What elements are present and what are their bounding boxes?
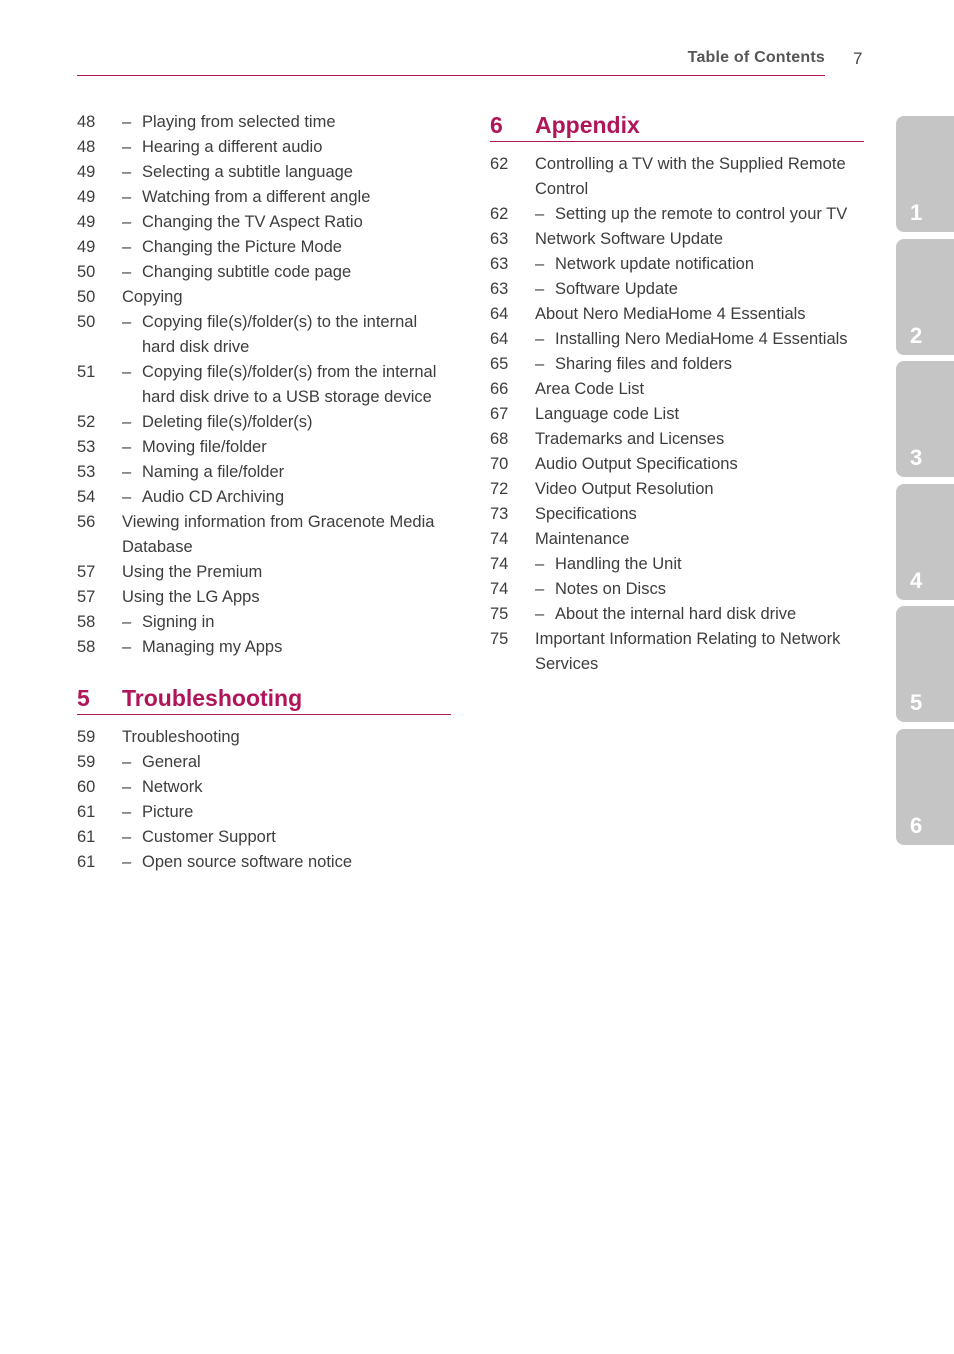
toc-entry[interactable]	[77, 160, 451, 185]
toc-entry[interactable]	[77, 235, 451, 260]
right-column	[490, 112, 864, 677]
toc-entry-title: Video Output Resolution	[535, 480, 714, 498]
toc-entry[interactable]	[77, 360, 451, 410]
toc-page-number: 49	[77, 213, 96, 231]
page-number: 7	[853, 49, 863, 68]
toc-list-section-5	[77, 725, 451, 875]
toc-page-number: 58	[77, 638, 96, 656]
toc-page-number: 72	[490, 480, 509, 498]
left-column	[77, 110, 451, 875]
toc-entry[interactable]	[77, 260, 451, 285]
toc-entry[interactable]	[77, 800, 451, 825]
toc-entry[interactable]	[490, 527, 864, 552]
toc-page-number: 64	[490, 305, 509, 323]
toc-page-number: 48	[77, 113, 96, 131]
chapter-tab-label: 6	[910, 812, 923, 838]
toc-entry[interactable]	[77, 825, 451, 850]
toc-entry-title: – Picture	[122, 800, 451, 825]
toc-list-section-6	[490, 152, 864, 677]
toc-entry[interactable]	[490, 552, 864, 577]
toc-entry-title: – Naming a file/folder	[122, 460, 451, 485]
section-6-number: 6	[490, 112, 503, 138]
toc-page-number: 75	[490, 605, 509, 623]
toc-page-number: 56	[77, 513, 96, 531]
section-6-heading	[490, 112, 864, 142]
toc-entry[interactable]	[77, 460, 451, 485]
chapter-tab-label: 1	[910, 200, 923, 225]
toc-entry[interactable]	[490, 602, 864, 627]
toc-entry-title: About Nero MediaHome 4 Essentials	[535, 305, 806, 323]
toc-page-number: 48	[77, 138, 96, 156]
toc-page-number: 57	[77, 563, 96, 581]
toc-page-number: 62	[490, 155, 509, 173]
toc-entry[interactable]	[490, 502, 864, 527]
toc-page-number: 49	[77, 188, 96, 206]
toc-entry-title: – Playing from selected time	[122, 110, 451, 135]
toc-page-number: 49	[77, 238, 96, 256]
toc-entry[interactable]	[77, 750, 451, 775]
toc-entry[interactable]	[490, 227, 864, 252]
section-5-heading	[77, 685, 451, 715]
toc-entry[interactable]	[77, 725, 451, 750]
toc-page-number: 73	[490, 505, 509, 523]
toc-entry-title: Using the Premium	[122, 563, 263, 581]
toc-page-number: 53	[77, 438, 96, 456]
toc-page-number: 57	[77, 588, 96, 606]
toc-entry-title: Specifications	[535, 505, 637, 523]
section-5-title: Troubleshooting	[122, 685, 303, 711]
toc-entry[interactable]	[490, 477, 864, 502]
toc-page-number: 51	[77, 363, 96, 381]
toc-entry[interactable]	[490, 152, 864, 202]
toc-page-number: 58	[77, 613, 96, 631]
toc-entry[interactable]	[77, 210, 451, 235]
toc-page-number: 50	[77, 263, 96, 281]
toc-entry-title: – Watching from a different angle	[122, 185, 451, 210]
toc-page-number: 63	[490, 230, 509, 248]
toc-entry-title: – General	[122, 750, 451, 775]
toc-entry[interactable]	[77, 585, 451, 610]
toc-entry[interactable]	[77, 560, 451, 585]
toc-entry-title: – Moving file/folder	[122, 435, 451, 460]
toc-entry[interactable]	[77, 185, 451, 210]
chapter-tab-1[interactable]	[896, 116, 954, 232]
toc-page-number: 75	[490, 630, 509, 648]
toc-entry-title: Copying	[122, 288, 183, 306]
toc-page-number: 49	[77, 163, 96, 181]
toc-entry-title: – Network	[122, 775, 451, 800]
toc-entry-title: – Notes on Discs	[535, 577, 864, 602]
toc-entry[interactable]	[490, 302, 864, 327]
toc-entry-title: – Software Update	[535, 277, 864, 302]
toc-page-number: 60	[77, 778, 96, 796]
toc-page-number: 63	[490, 280, 509, 298]
toc-page-number: 61	[77, 828, 96, 846]
toc-entry[interactable]	[77, 635, 451, 660]
toc-entry-title: Network Software Update	[535, 230, 724, 248]
toc-entry-title: Important Information Relating to Network Services	[535, 630, 841, 673]
toc-list-left	[77, 110, 451, 660]
toc-entry-title: – Network update notification	[535, 252, 864, 277]
toc-entry[interactable]	[77, 775, 451, 800]
section-5-number: 5	[77, 685, 90, 711]
toc-entry[interactable]	[77, 285, 451, 310]
toc-entry-title: Maintenance	[535, 530, 630, 548]
toc-page-number: 50	[77, 288, 96, 306]
toc-page-number: 62	[490, 205, 509, 223]
toc-entry[interactable]	[77, 610, 451, 635]
toc-entry-title: Controlling a TV with the Supplied Remote Control	[535, 155, 846, 198]
toc-entry-title: – Changing the TV Aspect Ratio	[122, 210, 451, 235]
toc-entry[interactable]	[77, 410, 451, 435]
toc-entry-title: – Managing my Apps	[122, 635, 451, 660]
toc-page-number: 59	[77, 728, 96, 746]
toc-entry-title: – Customer Support	[122, 825, 451, 850]
toc-page-number: 68	[490, 430, 509, 448]
toc-entry[interactable]	[77, 850, 451, 875]
chapter-tab-5[interactable]	[896, 606, 954, 722]
toc-entry-title: – Changing subtitle code page	[122, 260, 451, 285]
toc-entry[interactable]	[77, 310, 451, 360]
toc-page-number: 61	[77, 803, 96, 821]
toc-entry[interactable]	[490, 577, 864, 602]
page-header-title: Table of Contents	[687, 49, 825, 66]
section-6-title: Appendix	[535, 112, 640, 138]
toc-entry-title: – Deleting file(s)/folder(s)	[122, 410, 451, 435]
toc-entry[interactable]	[77, 435, 451, 460]
chapter-tab-4[interactable]	[896, 484, 954, 600]
toc-page-number: 67	[490, 405, 509, 423]
toc-entry[interactable]	[490, 427, 864, 452]
toc-entry-title: – Selecting a subtitle language	[122, 160, 451, 185]
toc-entry[interactable]	[490, 377, 864, 402]
toc-entry[interactable]	[490, 202, 864, 227]
toc-entry[interactable]	[77, 485, 451, 510]
toc-page-number: 50	[77, 313, 96, 331]
toc-entry-title: – Open source software notice	[122, 850, 451, 875]
toc-entry-title: Audio Output Specifications	[535, 455, 738, 473]
toc-page-number: 63	[490, 255, 509, 273]
chapter-tab-3[interactable]	[896, 361, 954, 477]
toc-page-number: 59	[77, 753, 96, 771]
toc-entry-title: – Handling the Unit	[535, 552, 864, 577]
toc-entry-title: – Audio CD Archiving	[122, 485, 451, 510]
chapter-tab-label: 5	[910, 690, 923, 715]
toc-entry-title: Using the LG Apps	[122, 588, 260, 606]
toc-entry[interactable]	[490, 327, 864, 352]
toc-entry-title: – Copying file(s)/folder(s) to the internal hard disk drive	[122, 310, 451, 360]
toc-entry-title: – Installing Nero MediaHome 4 Essentials	[535, 327, 864, 352]
toc-page-number: 65	[490, 355, 509, 373]
toc-entry-title: – Signing in	[122, 610, 451, 635]
toc-page-number: 53	[77, 463, 96, 481]
toc-entry[interactable]	[490, 252, 864, 277]
toc-entry-title: – Setting up the remote to control your TV	[535, 202, 864, 227]
toc-entry[interactable]	[490, 277, 864, 302]
toc-entry-title: Troubleshooting	[122, 728, 240, 746]
chapter-tab-label: 4	[910, 567, 923, 593]
header-divider	[77, 75, 825, 76]
toc-page-number: 74	[490, 555, 509, 573]
toc-entry-title: – About the internal hard disk drive	[535, 602, 864, 627]
toc-page-number: 61	[77, 853, 96, 871]
toc-page-number: 64	[490, 330, 509, 348]
toc-page-number: 74	[490, 530, 509, 548]
toc-entry-title: Language code List	[535, 405, 680, 423]
chapter-tab-label: 3	[910, 445, 923, 470]
toc-entry-title: – Hearing a different audio	[122, 135, 451, 160]
chapter-tab-label: 2	[910, 322, 923, 348]
chapter-tab-6[interactable]	[896, 729, 954, 845]
toc-page-number: 54	[77, 488, 96, 506]
toc-entry-title: – Sharing files and folders	[535, 352, 864, 377]
chapter-tab-2[interactable]	[896, 239, 954, 355]
toc-entry[interactable]	[77, 135, 451, 160]
toc-entry-title: Viewing information from Gracenote Media Database	[122, 513, 435, 556]
toc-page-number: 74	[490, 580, 509, 598]
toc-entry-title: – Copying file(s)/folder(s) from the internal hard disk drive to a USB storage device	[122, 360, 451, 410]
toc-entry[interactable]	[490, 352, 864, 377]
toc-entry[interactable]	[77, 110, 451, 135]
toc-entry[interactable]	[490, 402, 864, 427]
toc-page-number: 66	[490, 380, 509, 398]
toc-entry-title: Area Code List	[535, 380, 645, 398]
toc-page-number: 70	[490, 455, 509, 473]
toc-entry[interactable]	[77, 510, 451, 560]
toc-entry-title: – Changing the Picture Mode	[122, 235, 451, 260]
toc-entry[interactable]	[490, 627, 864, 677]
toc-entry-title: Trademarks and Licenses	[535, 430, 725, 448]
toc-entry[interactable]	[490, 452, 864, 477]
toc-page-number: 52	[77, 413, 96, 431]
